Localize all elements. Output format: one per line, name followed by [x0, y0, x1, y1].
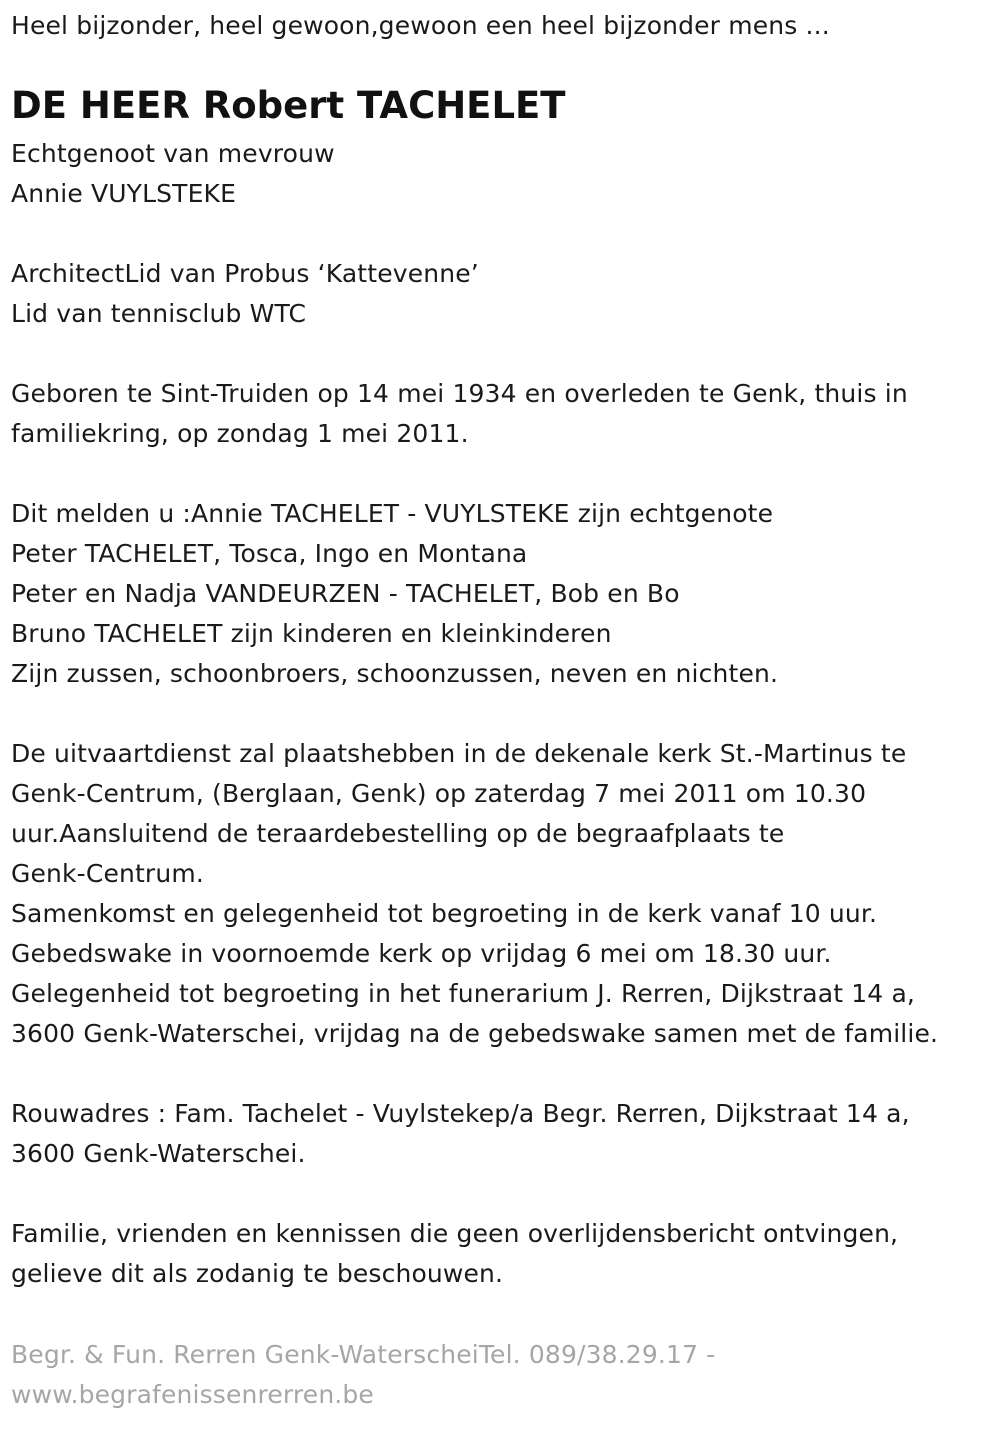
ceremony-line: Gelegenheid tot begroeting in het funerarium J. Rerren, Dijkstraat 14 a,	[11, 979, 916, 1008]
ceremony-line: Genk-Centrum, (Berglaan, Genk) op zaterdag 7 mei 2011 om 10.30	[11, 779, 867, 808]
address-line: Rouwadres : Fam. Tachelet - Vuylstekep/a Begr. Rerren, Dijkstraat 14 a,	[11, 1099, 910, 1128]
notice-line: gelieve dit als zodanig te beschouwen.	[11, 1259, 504, 1288]
family-line: Dit melden u :Annie TACHELET - VUYLSTEKE zijn echtgenote	[11, 499, 774, 528]
birth-death-line: familiekring, op zondag 1 mei 2011.	[11, 419, 469, 448]
birth-death-section	[11, 374, 908, 454]
role-line: ArchitectLid van Probus ‘Kattevenne’	[11, 259, 479, 288]
ceremony-section	[11, 734, 938, 1054]
spouse-section	[11, 134, 335, 214]
address-line: 3600 Genk-Waterschei.	[11, 1139, 306, 1168]
birth-death-line: Geboren te Sint-Truiden op 14 mei 1934 en overleden te Genk, thuis in	[11, 379, 908, 408]
ceremony-line: 3600 Genk-Waterschei, vrijdag na de gebedswake samen met de familie.	[11, 1019, 939, 1048]
intro-quote: Heel bijzonder, heel gewoon,gewoon een heel bijzonder mens ...	[11, 11, 830, 40]
deceased-name: DE HEER Robert TACHELET	[11, 84, 566, 127]
ceremony-line: De uitvaartdienst zal plaatshebben in de dekenale kerk St.-Martinus te	[11, 739, 907, 768]
spouse-name: Annie VUYLSTEKE	[11, 179, 237, 208]
family-line: Zijn zussen, schoonbroers, schoonzussen, neven en nichten.	[11, 659, 779, 688]
role-line: Lid van tennisclub WTC	[11, 299, 307, 328]
ceremony-line: uur.Aansluitend de teraardebestelling op de begraafplaats te	[11, 819, 785, 848]
notice-section	[11, 1214, 898, 1294]
ceremony-line: Genk-Centrum.	[11, 859, 204, 888]
funeral-home-footer	[11, 1335, 715, 1415]
notice-line: Familie, vrienden en kennissen die geen overlijdensbericht ontvingen,	[11, 1219, 899, 1248]
ceremony-line: Gebedswake in voornoemde kerk op vrijdag 6 mei om 18.30 uur.	[11, 939, 832, 968]
family-line: Peter en Nadja VANDEURZEN - TACHELET, Bob en Bo	[11, 579, 680, 608]
ceremony-line: Samenkomst en gelegenheid tot begroeting in de kerk vanaf 10 uur.	[11, 899, 878, 928]
family-section	[11, 494, 778, 694]
address-section	[11, 1094, 910, 1174]
footer-contact: Begr. & Fun. Rerren Genk-WaterscheiTel. 089/38.29.17 -	[11, 1340, 716, 1369]
roles-section	[11, 254, 479, 334]
spouse-line: Echtgenoot van mevrouw	[11, 139, 335, 168]
footer-website: www.begrafenissenrerren.be	[11, 1380, 374, 1409]
family-line: Peter TACHELET, Tosca, Ingo en Montana	[11, 539, 528, 568]
family-line: Bruno TACHELET zijn kinderen en kleinkinderen	[11, 619, 612, 648]
